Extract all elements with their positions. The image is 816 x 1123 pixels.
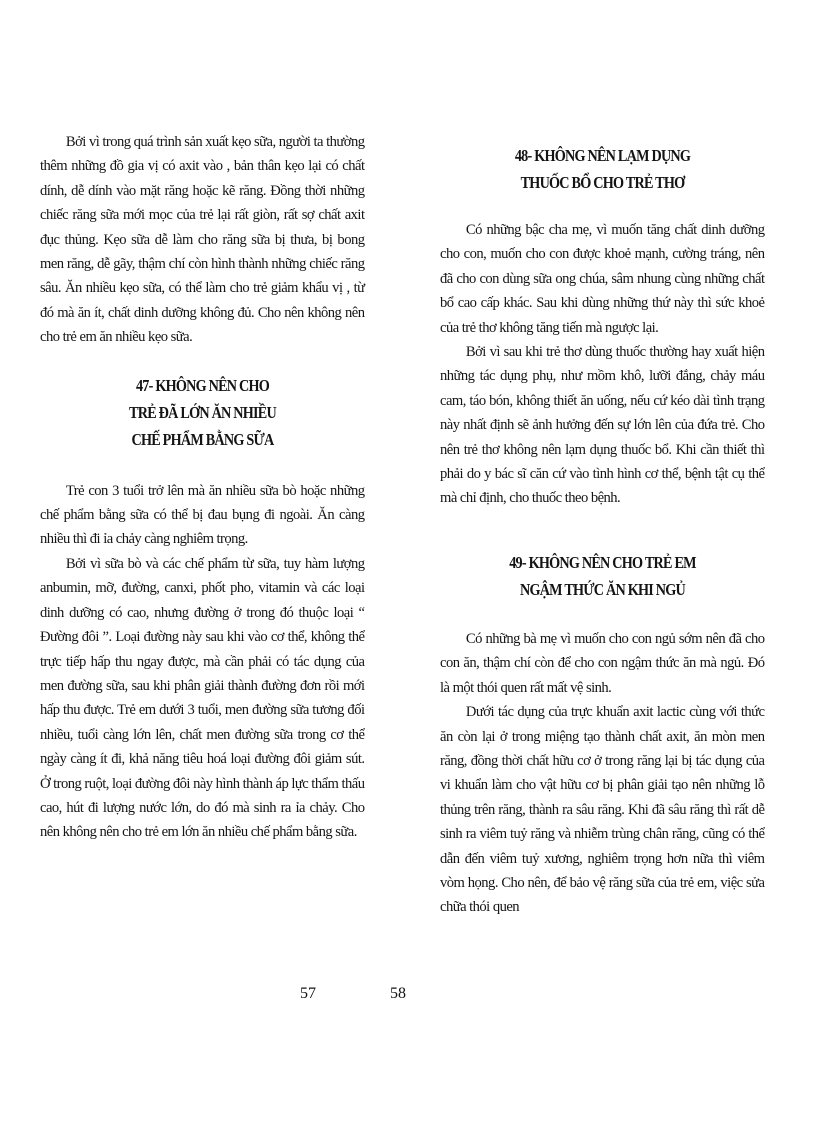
section-48-heading-line-2: THUỐC BỔ CHO TRẺ THƠ xyxy=(520,173,685,192)
section-47-paragraph-2: Bởi vì sữa bò và các chế phẩm từ sữa, tuy hàm lượng anbumin, mỡ, đường, canxi, phốt pho, vitamin và các loại dinh dưỡng có cao, nhưng đường ở trong đó thuộc loại “ Đường đôi ”. Loại đường này sau khi vào cơ thể, không thể trực tiếp hấp thu ngay được, mà cần phải có tác dụng của men đường sữa, sau khi phân giải thành đường đơn rồi mới hấp thu được. Trẻ em dưới 3 tuổi, men đường sữa tương đối nhiều, tuổi càng lớn lên, chất men đường sữa trong cơ thể ngày càng ít đi, khả năng tiêu hoá loại đường đôi giảm sút. Ở trong ruột, loại đường đôi này hình thành áp lực thẩm thấu cao, hút đi lượng nước lớn, do đó mà sinh ra ỉa chảy. Cho nên không nên cho trẻ em lớn ăn nhiều chế phẩm bằng sữa. xyxy=(40,554,365,841)
section-48-heading-line-1: 48- KHÔNG NÊN LẠM DỤNG xyxy=(514,146,691,165)
page-number-right: 58 xyxy=(390,985,406,1002)
section-48-paragraph-1: Có những bậc cha mẹ, vì muốn tăng chất dinh dưỡng cho con, muốn cho con được khoẻ mạnh, cường tráng, nên đã cho con dùng sữa ong chúa, sâm nhung cùng những chất bổ cao cấp khác. Sau khi dùng những thứ này thì sức khoẻ của trẻ thơ không tăng tiến mà ngược lại. xyxy=(440,221,765,336)
section-49-paragraph-1: Có những bà mẹ vì muốn cho con ngủ sớm nên đã cho con ăn, thậm chí còn để cho con ngậm thức ăn mà ngủ. Đó là một thói quen rất mất vệ sinh. xyxy=(440,629,765,696)
section-47-paragraph-1: Trẻ con 3 tuổi trở lên mà ăn nhiều sữa bò hoặc những chế phẩm bằng sữa có thể bị đau bụng đi ngoài. Ăn càng nhiều thì đi ỉa chảy càng nghiêm trọng. xyxy=(40,481,365,548)
section-47-heading-line-1: 47- KHÔNG NÊN CHO xyxy=(135,375,270,395)
left-page-column xyxy=(40,130,365,845)
section-49-heading xyxy=(463,549,743,603)
section-49-heading-line-1: 49- KHÔNG NÊN CHO TRẺ EM xyxy=(509,552,696,572)
section-49-heading-line-2: NGẬM THỨC ĂN KHI NGỦ xyxy=(519,579,686,599)
intro-paragraph: Bởi vì trong quá trình sản xuất kẹo sữa, người ta thường thêm những đồ gia vị có axit vào , bản thân kẹo lại có chất dính, dễ dính vào mặt răng hoặc kẽ răng. Đồng thời những chiếc răng sữa mới mọc của trẻ lại rất giòn, rất sợ chất axit đục thủng. Kẹo sữa dễ làm cho răng sữa bị thưa, bị bong men răng, dễ gãy, thậm chí còn hình thành những chiếc răng sâu. Ăn nhiều kẹo sữa, có thể làm cho trẻ giảm khẩu vị , từ đó mà ăn ít, chất dinh dưỡng không đủ. Cho nên không nên cho trẻ em ăn nhiều kẹo sữa. xyxy=(40,133,365,346)
section-47-heading xyxy=(63,372,343,453)
section-47-heading-line-2: TRẺ ĐÃ LỚN ĂN NHIỀU xyxy=(129,402,276,422)
right-page-column xyxy=(440,130,765,920)
section-48-heading xyxy=(463,142,743,196)
section-47-heading-line-3: CHẾ PHẨM BẰNG SỮA xyxy=(131,429,274,449)
section-49-paragraph-2: Dưới tác dụng của trực khuẩn axit lactic cùng với thức ăn còn lại ở trong miệng tạo thành chất axit, ăn mòn men răng, đồng thời chất hữu cơ ở trong răng lại bị tác dụng của vi khuẩn làm cho vật hữu cơ bị phân giải tạo nên những lỗ thủng trên răng, thành ra sâu răng. Khi đã sâu răng thì rất dễ sinh ra viêm tuỷ răng và nhiễm trùng chân răng, cũng có thể dẫn đến viêm tuỷ xương, nghiêm trọng hơn nữa thì viêm vòm họng. Cho nên, để bảo vệ răng sữa của trẻ em, việc sửa chữa thói quen xyxy=(440,703,765,916)
section-48-paragraph-2: Bởi vì sau khi trẻ thơ dùng thuốc thường hay xuất hiện những tác dụng phụ, như mồm khô, lưỡi đắng, chảy máu cam, táo bón, không thiết ăn uống, nếu cứ kéo dài tình trạng này nhất định sẽ ảnh hưởng đến sự lớn lên của đứa trẻ. Cho nên trẻ thơ không nên lạm dụng thuốc bổ. Khi cần thiết thì phải do y bác sĩ căn cứ vào tình hình cơ thể, bệnh tật cụ thể mà chỉ định, cho thuốc theo bệnh. xyxy=(440,343,765,507)
page-number-left: 57 xyxy=(300,985,316,1002)
